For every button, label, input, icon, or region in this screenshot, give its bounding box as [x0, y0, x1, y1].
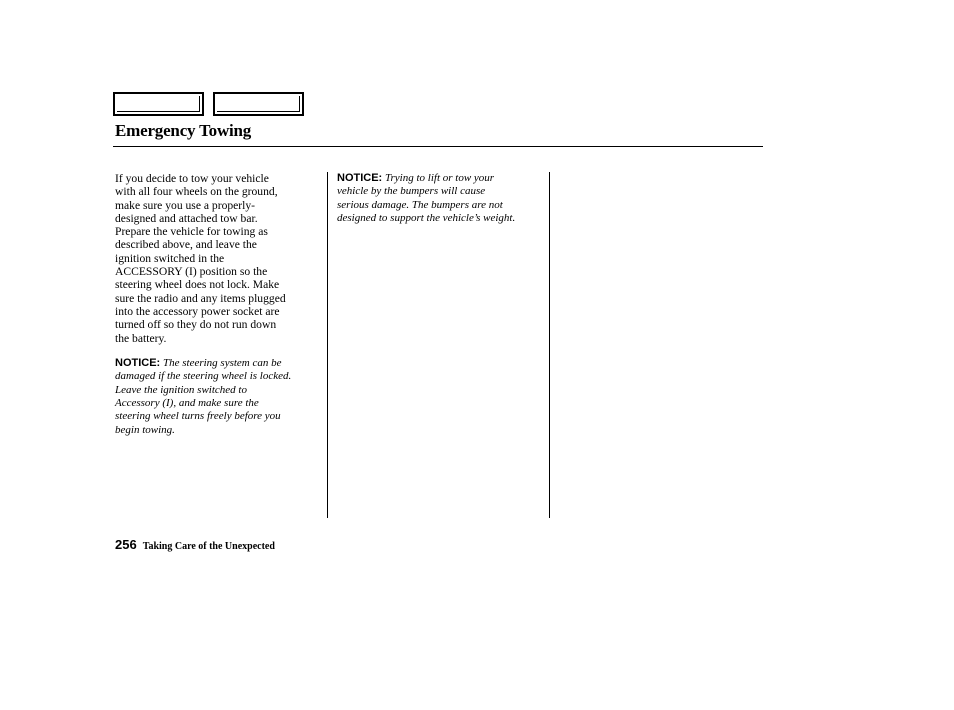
notice-label: NOTICE:: [115, 356, 161, 369]
notice-label: NOTICE:: [337, 172, 383, 184]
column-divider-1: [327, 172, 328, 518]
page-title: Emergency Towing: [115, 121, 252, 140]
column-middle: [337, 172, 549, 226]
notice-text: The steering system can be damaged if the steering wheel is locked. Leave the ignition switched to Accessory (I), and make sure the steering wheel turns freely before you begin towing.: [115, 356, 292, 436]
towing-instructions-paragraph: If you decide to tow your vehicle with all four wheels on the ground, make sure you use a properly- designed and attached tow bar. Prepare the vehicle for towing as described above, and leave the ignition switched in the ACCESSORY (I) position so the steering wheel does not lock. Make sure the radio and any items plugged into the accessory power socket are turned off so they do not run down the battery.: [115, 172, 286, 345]
title-divider: [113, 146, 763, 147]
page-footer: [115, 536, 275, 554]
page-number: 256: [115, 537, 137, 552]
bumper-notice: [337, 172, 549, 226]
notice-text: Trying to lift or tow your vehicle by the bumpers will cause serious damage. The bumpers are not designed to support the vehicle’s weight.: [337, 172, 516, 225]
steering-notice: [115, 357, 325, 437]
column-divider-2: [549, 172, 550, 518]
column-left: [115, 172, 325, 437]
nav-index-button[interactable]: [213, 92, 304, 116]
nav-main-menu-button[interactable]: [113, 92, 204, 116]
section-name: Taking Care of the Unexpected: [142, 541, 275, 552]
